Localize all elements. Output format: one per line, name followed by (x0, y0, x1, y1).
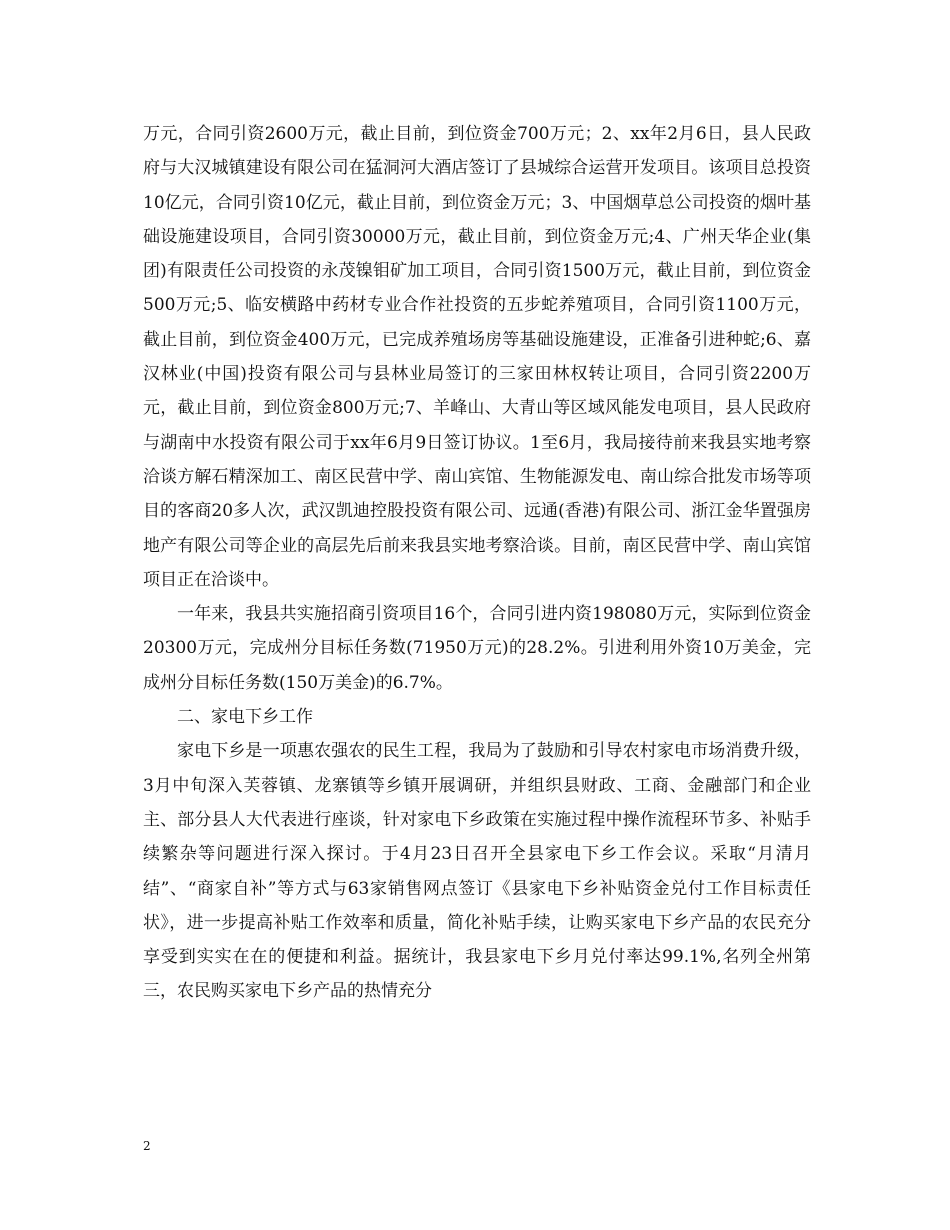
section-heading-appliances: 二、家电下乡工作 (177, 707, 313, 728)
page-number: 2 (143, 1139, 151, 1153)
paragraph-appliances-work: 家电下乡是一项惠农强农的民生工程，我局为了鼓励和引导农村家电市场消费升级，3月中旬深入芙蓉镇、龙寨镇等乡镇开展调研，并组织县财政、工商、金融部门和企业主、部分县人大代表进行座谈，针对家电下乡政策在实施过程中操作流程环节多、补贴手续繁杂等问题进行深入探讨。于4月23日召开全县家电下乡工作会议。采取“月清月结”、“商家自补”等方式与63家销售网点签订《县家电下乡补贴资金兑付工作目标责任状》，进一步提高补贴工作效率和质量，简化补贴手续，让购买家电下乡产品的农民充分享受到实实在在的便捷和利益。据统计，我县家电下乡月兑付率达99.1%,名列全州第三，农民购买家电下乡产品的热情充分 (143, 741, 811, 1002)
body-text (143, 117, 811, 1009)
paragraph-annual-summary: 一年来，我县共实施招商引资项目16个，合同引进内资198080万元，实际到位资金20300万元，完成州分目标任务数(71950万元)的28.2%。引进利用外资10万美金，完成州分目标任务数(150万美金)的6.7%。 (143, 604, 811, 693)
paragraph-investment-projects: 万元，合同引资2600万元，截止目前，到位资金700万元；2、xx年2月6日，县人民政府与大汉城镇建设有限公司在猛洞河大酒店签订了县城综合运营开发项目。该项目总投资10亿元，合同引资10亿元，截止目前，到位资金万元；3、中国烟草总公司投资的烟叶基础设施建设项目，合同引资30000万元，截止目前，到位资金万元;4、广州天华企业(集团)有限责任公司投资的永茂镍钼矿加工项目，合同引资1500万元，截止目前，到位资金500万元;5、临安横路中药材专业合作社投资的五步蛇养殖项目，合同引资1100万元，截止目前，到位资金400万元，已完成养殖场房等基础设施建设，正准备引进种蛇;6、嘉汉林业(中国)投资有限公司与县林业局签订的三家田林权转让项目，合同引资2200万元，截止目前，到位资金800万元;7、羊峰山、大青山等区域风能发电项目，县人民政府与湖南中水投资有限公司于xx年6月9日签订协议。1至6月，我局接待前来我县实地考察洽谈方解石精深加工、南区民营中学、南山宾馆、生物能源发电、南山综合批发市场等项目的客商20多人次，武汉凯迪控股投资有限公司、远通(香港)有限公司、浙江金华置强房地产有限公司等企业的高层先后前来我县实地考察洽谈。目前，南区民营中学、南山宾馆项目正在洽谈中。 (143, 124, 811, 590)
